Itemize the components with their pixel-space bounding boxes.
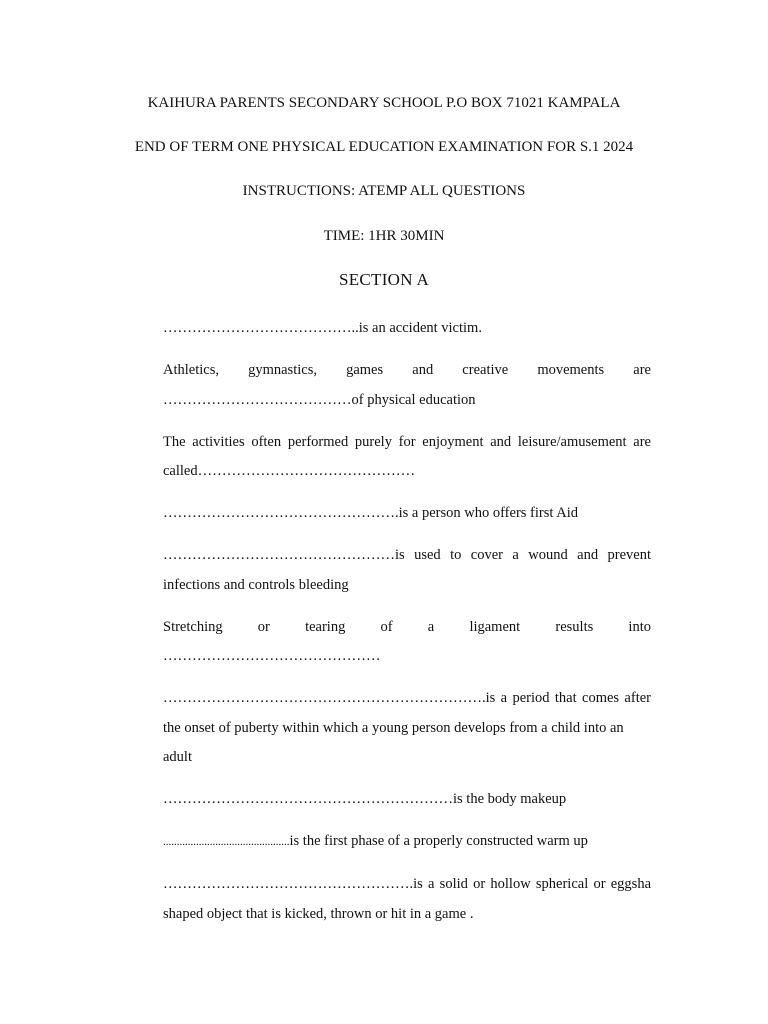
question-text-line-2: infections and controls bleeding xyxy=(163,576,349,593)
answer-blank: .............................................. xyxy=(163,836,290,848)
question-2 xyxy=(163,356,651,415)
answer-blank: ………………………………….. xyxy=(163,320,359,336)
answer-blank: ……………………………………… xyxy=(163,648,381,664)
question-list xyxy=(163,314,651,942)
question-text-continued xyxy=(163,457,651,487)
question-1 xyxy=(163,314,651,344)
question-9 xyxy=(163,827,651,858)
answer-blank: …………………………………………………………. xyxy=(163,690,486,706)
answer-blank: ………………………………………… xyxy=(163,547,395,563)
question-6 xyxy=(163,613,651,672)
answer-blank: …………………………………………………… xyxy=(163,791,453,807)
question-text-line-2: the onset of puberty within which a young person develops from a child into an adult xyxy=(163,719,624,765)
answer-blank: ………………………………… xyxy=(163,391,352,408)
question-text: is a solid or hollow spherical or eggsha xyxy=(413,876,651,892)
question-3 xyxy=(163,428,651,487)
question-text: Stretching or tearing of a ligament results into xyxy=(163,618,651,635)
question-text-line-1 xyxy=(163,684,651,714)
question-text: is a person who offers first Aid xyxy=(398,505,578,521)
section-title: SECTION A xyxy=(338,270,430,289)
question-text-continued xyxy=(163,386,651,416)
question-8 xyxy=(163,785,651,815)
exam-title: END OF TERM ONE PHYSICAL EDUCATION EXAMINATION FOR S.1 2024 xyxy=(134,139,634,155)
answer-blank: ……………………………………… xyxy=(197,463,416,479)
question-text: is a period that comes after xyxy=(485,690,651,706)
question-4 xyxy=(163,499,651,529)
time-allowed: TIME: 1HR 30MIN xyxy=(323,228,445,244)
question-text-line-1 xyxy=(163,541,651,571)
question-5 xyxy=(163,541,651,600)
answer-blank: …………………………………………. xyxy=(163,505,399,521)
question-text: Athletics, gymnastics, games and creative movements are xyxy=(163,362,651,378)
question-7 xyxy=(163,684,651,773)
question-text-tail: called xyxy=(163,463,198,479)
question-text-line-2: shaped object that is kicked, thrown or hit in a game . xyxy=(163,905,474,922)
question-text: The activities often performed purely for enjoyment and leisure/amusement are xyxy=(163,433,651,450)
question-text: is used to cover a wound and prevent xyxy=(395,547,651,563)
question-text: is the body makeup xyxy=(453,791,567,807)
question-10 xyxy=(163,870,651,929)
instructions: INSTRUCTIONS: ATEMP ALL QUESTIONS xyxy=(242,183,526,199)
school-header: KAIHURA PARENTS SECONDARY SCHOOL P.O BOX 71021 KAMPALA xyxy=(147,95,621,111)
question-text-tail: of physical education xyxy=(351,391,476,408)
question-text: is the first phase of a properly constructed warm up xyxy=(289,833,588,849)
question-text: is an accident victim. xyxy=(358,320,482,336)
question-text-line-1 xyxy=(163,870,651,900)
answer-blank: ……………………………………………. xyxy=(163,876,414,892)
